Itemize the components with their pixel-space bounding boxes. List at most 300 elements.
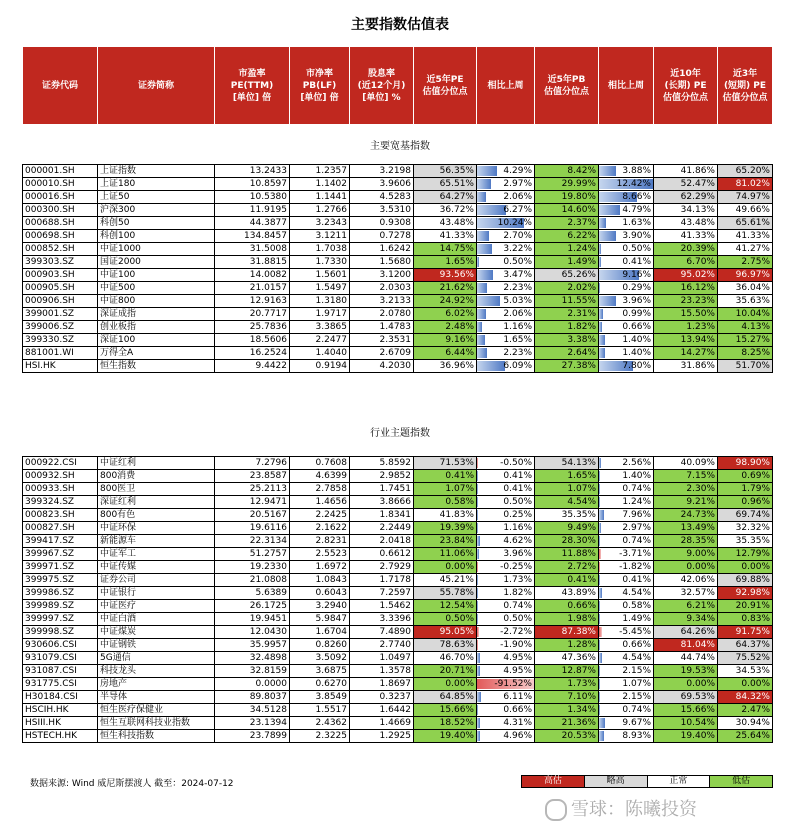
table-row bbox=[23, 587, 773, 600]
table-row bbox=[23, 334, 773, 347]
change-bar bbox=[599, 627, 602, 637]
dividend-cell: 7.2597 bbox=[350, 587, 414, 600]
pe-cell: 23.8587 bbox=[215, 470, 290, 483]
dividend-cell: 2.0303 bbox=[350, 282, 414, 295]
change-bar bbox=[477, 166, 497, 176]
pb5-change-cell bbox=[599, 282, 654, 295]
table-row bbox=[23, 282, 773, 295]
change-value: 0.74% bbox=[622, 484, 651, 494]
code-cell: 000823.SH bbox=[23, 509, 98, 522]
pe5-change-cell bbox=[477, 561, 535, 574]
change-value: 4.95% bbox=[503, 666, 532, 676]
pe5-pct-cell: 2.48% bbox=[414, 321, 477, 334]
name-cell: 800医卫 bbox=[98, 483, 215, 496]
change-value: 2.15% bbox=[622, 666, 651, 676]
pe5-change-cell bbox=[477, 587, 535, 600]
header-cell: 证券代码 bbox=[23, 47, 98, 125]
pe10-pct-cell: 15.66% bbox=[654, 704, 718, 717]
pe-cell: 10.5380 bbox=[215, 191, 290, 204]
pb5-pct-cell: 21.36% bbox=[535, 717, 599, 730]
change-bar bbox=[477, 523, 478, 533]
name-cell: 国证2000 bbox=[98, 256, 215, 269]
change-value: 6.11% bbox=[503, 692, 532, 702]
pb5-change-cell bbox=[599, 360, 654, 373]
change-bar bbox=[477, 179, 491, 189]
pe5-pct-cell: 0.00% bbox=[414, 561, 477, 574]
pb-cell: 2.2477 bbox=[290, 334, 350, 347]
table-row bbox=[23, 165, 773, 178]
pb5-pct-cell: 14.60% bbox=[535, 204, 599, 217]
pb5-pct-cell: 2.02% bbox=[535, 282, 599, 295]
pb5-change-cell bbox=[599, 347, 654, 360]
pb5-change-cell bbox=[599, 652, 654, 665]
pb5-change-cell bbox=[599, 470, 654, 483]
code-cell: 000016.SH bbox=[23, 191, 98, 204]
pe10-pct-cell: 44.74% bbox=[654, 652, 718, 665]
change-bar bbox=[477, 510, 478, 520]
name-cell: 上证50 bbox=[98, 191, 215, 204]
table-row bbox=[23, 548, 773, 561]
pe-cell: 31.5008 bbox=[215, 243, 290, 256]
pe-cell: 19.6116 bbox=[215, 522, 290, 535]
pe5-pct-cell: 55.78% bbox=[414, 587, 477, 600]
pb5-pct-cell: 29.99% bbox=[535, 178, 599, 191]
change-bar bbox=[477, 283, 487, 293]
change-value: 1.40% bbox=[622, 348, 651, 358]
dividend-cell: 2.7740 bbox=[350, 639, 414, 652]
change-value: 0.66% bbox=[622, 640, 651, 650]
pe10-pct-cell: 19.40% bbox=[654, 730, 718, 743]
change-value: 2.97% bbox=[622, 523, 651, 533]
change-bar bbox=[477, 244, 492, 254]
table-row bbox=[23, 561, 773, 574]
pb-cell: 1.9717 bbox=[290, 308, 350, 321]
table-row bbox=[23, 691, 773, 704]
dividend-cell: 3.2133 bbox=[350, 295, 414, 308]
code-cell: 881001.WI bbox=[23, 347, 98, 360]
change-bar bbox=[477, 205, 506, 215]
pb5-change-cell bbox=[599, 256, 654, 269]
pb5-pct-cell: 11.55% bbox=[535, 295, 599, 308]
pe3-pct-cell: 4.13% bbox=[718, 321, 773, 334]
change-bar bbox=[477, 309, 486, 319]
pb5-pct-cell: 8.42% bbox=[535, 165, 599, 178]
change-value: 9.67% bbox=[622, 718, 651, 728]
pb5-pct-cell: 43.89% bbox=[535, 587, 599, 600]
table-row bbox=[23, 483, 773, 496]
pb5-change-cell bbox=[599, 178, 654, 191]
pe10-pct-cell: 0.00% bbox=[654, 678, 718, 691]
pe3-pct-cell: 30.94% bbox=[718, 717, 773, 730]
pe-cell: 44.3877 bbox=[215, 217, 290, 230]
pb5-pct-cell: 54.13% bbox=[535, 457, 599, 470]
pe5-pct-cell: 24.92% bbox=[414, 295, 477, 308]
change-bar bbox=[599, 497, 600, 507]
pb5-pct-cell: 1.73% bbox=[535, 678, 599, 691]
pe-cell: 21.0808 bbox=[215, 574, 290, 587]
change-bar bbox=[477, 257, 479, 267]
pe-cell: 12.9163 bbox=[215, 295, 290, 308]
header-cell: 近10年 (长期) PE 估值分位点 bbox=[654, 47, 718, 125]
change-bar bbox=[477, 627, 479, 637]
dividend-cell: 3.9606 bbox=[350, 178, 414, 191]
pb-cell: 3.6875 bbox=[290, 665, 350, 678]
header-cell: 近5年PB 估值分位点 bbox=[535, 47, 599, 125]
dividend-cell: 1.6242 bbox=[350, 243, 414, 256]
pb-cell: 1.7330 bbox=[290, 256, 350, 269]
pb-cell: 0.8260 bbox=[290, 639, 350, 652]
pe5-change-cell bbox=[477, 191, 535, 204]
dividend-cell: 0.9308 bbox=[350, 217, 414, 230]
table-row bbox=[23, 600, 773, 613]
change-value: -1.90% bbox=[500, 640, 532, 650]
pe5-pct-cell: 93.56% bbox=[414, 269, 477, 282]
pb-cell: 1.2766 bbox=[290, 204, 350, 217]
name-cell: 中证500 bbox=[98, 282, 215, 295]
change-value: 0.99% bbox=[622, 309, 651, 319]
pb5-pct-cell: 35.35% bbox=[535, 509, 599, 522]
pe-cell: 89.8037 bbox=[215, 691, 290, 704]
pe10-pct-cell: 10.54% bbox=[654, 717, 718, 730]
pb-cell: 1.2357 bbox=[290, 165, 350, 178]
pb-cell: 2.2425 bbox=[290, 509, 350, 522]
dividend-cell: 1.7178 bbox=[350, 574, 414, 587]
name-cell: 房地产 bbox=[98, 678, 215, 691]
change-bar bbox=[477, 296, 500, 306]
pe5-pct-cell: 95.05% bbox=[414, 626, 477, 639]
pe10-pct-cell: 13.49% bbox=[654, 522, 718, 535]
pe3-pct-cell: 75.52% bbox=[718, 652, 773, 665]
legend-high: 高估 bbox=[522, 776, 585, 788]
pe-cell: 21.0157 bbox=[215, 282, 290, 295]
table-row bbox=[23, 496, 773, 509]
change-bar bbox=[477, 653, 480, 663]
change-value: 1.07% bbox=[622, 679, 651, 689]
pe10-pct-cell: 81.04% bbox=[654, 639, 718, 652]
code-cell: 000698.SH bbox=[23, 230, 98, 243]
change-value: -5.45% bbox=[619, 627, 651, 637]
pe5-change-cell bbox=[477, 535, 535, 548]
header-cell: 相比上周 bbox=[599, 47, 654, 125]
pb5-change-cell bbox=[599, 704, 654, 717]
name-cell: 中证传媒 bbox=[98, 561, 215, 574]
change-value: 3.96% bbox=[503, 549, 532, 559]
change-bar bbox=[599, 562, 600, 572]
pe10-pct-cell: 43.48% bbox=[654, 217, 718, 230]
pe5-change-cell bbox=[477, 600, 535, 613]
change-bar bbox=[599, 653, 602, 663]
code-cell: 000922.CSI bbox=[23, 457, 98, 470]
change-value: 1.40% bbox=[622, 335, 651, 345]
code-cell: 000906.SH bbox=[23, 295, 98, 308]
change-value: 2.97% bbox=[503, 179, 532, 189]
dividend-cell: 1.8697 bbox=[350, 678, 414, 691]
code-cell: 000933.SH bbox=[23, 483, 98, 496]
change-bar bbox=[599, 640, 600, 650]
pb5-pct-cell: 28.30% bbox=[535, 535, 599, 548]
pe5-pct-cell: 43.48% bbox=[414, 217, 477, 230]
pe10-pct-cell: 19.53% bbox=[654, 665, 718, 678]
name-cell: 中证800 bbox=[98, 295, 215, 308]
code-cell: HSTECH.HK bbox=[23, 730, 98, 743]
change-value: 2.70% bbox=[503, 231, 532, 241]
header-cell: 相比上周 bbox=[477, 47, 535, 125]
pe5-change-cell bbox=[477, 295, 535, 308]
code-cell: 399001.SZ bbox=[23, 308, 98, 321]
pe5-change-cell bbox=[477, 470, 535, 483]
change-bar bbox=[477, 731, 480, 741]
table-row bbox=[23, 347, 773, 360]
dividend-cell: 1.2925 bbox=[350, 730, 414, 743]
change-value: 0.66% bbox=[503, 705, 532, 715]
pe5-change-cell bbox=[477, 678, 535, 691]
pe5-pct-cell: 15.66% bbox=[414, 704, 477, 717]
pb-cell: 1.0843 bbox=[290, 574, 350, 587]
change-value: 6.09% bbox=[503, 361, 532, 371]
pe5-pct-cell: 19.39% bbox=[414, 522, 477, 535]
name-cell: 上证180 bbox=[98, 178, 215, 191]
pe5-change-cell bbox=[477, 548, 535, 561]
pe-cell: 13.2433 bbox=[215, 165, 290, 178]
change-value: 2.23% bbox=[503, 283, 532, 293]
change-value: 2.06% bbox=[503, 309, 532, 319]
pe10-pct-cell: 40.09% bbox=[654, 457, 718, 470]
change-value: 3.96% bbox=[622, 296, 651, 306]
pe3-pct-cell: 84.32% bbox=[718, 691, 773, 704]
name-cell: 恒生指数 bbox=[98, 360, 215, 373]
change-value: -0.50% bbox=[500, 458, 532, 468]
name-cell: 科创100 bbox=[98, 230, 215, 243]
table-row bbox=[23, 230, 773, 243]
pb-cell: 2.4362 bbox=[290, 717, 350, 730]
name-cell: 恒生互联网科技业指数 bbox=[98, 717, 215, 730]
change-bar bbox=[477, 692, 481, 702]
change-bar bbox=[599, 575, 600, 585]
pb5-change-cell bbox=[599, 308, 654, 321]
change-value: 1.63% bbox=[622, 218, 651, 228]
change-value: 4.31% bbox=[503, 718, 532, 728]
pe5-pct-cell: 1.65% bbox=[414, 256, 477, 269]
name-cell: 中证红利 bbox=[98, 457, 215, 470]
change-value: 1.73% bbox=[503, 575, 532, 585]
pe5-pct-cell: 6.44% bbox=[414, 347, 477, 360]
pb5-pct-cell: 27.38% bbox=[535, 360, 599, 373]
pe5-change-cell bbox=[477, 496, 535, 509]
pe5-pct-cell: 45.21% bbox=[414, 574, 477, 587]
pe3-pct-cell: 41.33% bbox=[718, 230, 773, 243]
name-cell: 上证指数 bbox=[98, 165, 215, 178]
pb-cell: 3.8549 bbox=[290, 691, 350, 704]
change-value: 9.16% bbox=[622, 270, 651, 280]
change-bar bbox=[477, 497, 478, 507]
change-bar bbox=[477, 601, 478, 611]
change-bar bbox=[477, 536, 480, 546]
change-value: 0.74% bbox=[622, 536, 651, 546]
pb5-pct-cell: 9.49% bbox=[535, 522, 599, 535]
table-row bbox=[23, 470, 773, 483]
pe10-pct-cell: 64.26% bbox=[654, 626, 718, 639]
pe5-change-cell bbox=[477, 613, 535, 626]
change-value: 12.42% bbox=[616, 179, 651, 189]
name-cell: 万得全A bbox=[98, 347, 215, 360]
valuation-legend bbox=[521, 775, 773, 788]
pe3-pct-cell: 2.75% bbox=[718, 256, 773, 269]
pe-cell: 34.5128 bbox=[215, 704, 290, 717]
dividend-cell: 1.3578 bbox=[350, 665, 414, 678]
pb5-pct-cell: 65.26% bbox=[535, 269, 599, 282]
pb5-pct-cell: 1.34% bbox=[535, 704, 599, 717]
code-cell: 930606.CSI bbox=[23, 639, 98, 652]
pe5-change-cell bbox=[477, 626, 535, 639]
dividend-cell: 3.2198 bbox=[350, 165, 414, 178]
change-bar bbox=[599, 484, 600, 494]
pe10-pct-cell: 14.27% bbox=[654, 347, 718, 360]
change-value: 4.95% bbox=[503, 653, 532, 663]
pb5-change-cell bbox=[599, 561, 654, 574]
pb-cell: 4.6399 bbox=[290, 470, 350, 483]
code-cell: 000010.SH bbox=[23, 178, 98, 191]
pe5-change-cell bbox=[477, 457, 535, 470]
pe-cell: 25.2113 bbox=[215, 483, 290, 496]
change-value: 0.50% bbox=[503, 257, 532, 267]
change-value: 0.41% bbox=[503, 471, 532, 481]
name-cell: 中证煤炭 bbox=[98, 626, 215, 639]
pe3-pct-cell: 20.91% bbox=[718, 600, 773, 613]
code-cell: 000932.SH bbox=[23, 470, 98, 483]
pe-cell: 23.7899 bbox=[215, 730, 290, 743]
pe5-pct-cell: 41.33% bbox=[414, 230, 477, 243]
pe5-change-cell bbox=[477, 665, 535, 678]
pb-cell: 2.3225 bbox=[290, 730, 350, 743]
pb5-change-cell bbox=[599, 217, 654, 230]
pe3-pct-cell: 0.69% bbox=[718, 470, 773, 483]
dividend-cell: 5.8592 bbox=[350, 457, 414, 470]
pe5-pct-cell: 36.96% bbox=[414, 360, 477, 373]
pe5-pct-cell: 46.70% bbox=[414, 652, 477, 665]
pe5-change-cell bbox=[477, 217, 535, 230]
table-row bbox=[23, 626, 773, 639]
pb5-pct-cell: 2.37% bbox=[535, 217, 599, 230]
pe-cell: 35.9957 bbox=[215, 639, 290, 652]
pb-cell: 2.5523 bbox=[290, 548, 350, 561]
change-bar bbox=[477, 614, 478, 624]
pe5-pct-cell: 65.51% bbox=[414, 178, 477, 191]
change-bar bbox=[477, 348, 487, 358]
change-value: 2.56% bbox=[622, 458, 651, 468]
change-bar bbox=[599, 705, 600, 715]
change-value: 0.50% bbox=[503, 497, 532, 507]
pe10-pct-cell: 41.33% bbox=[654, 230, 718, 243]
change-value: 0.74% bbox=[622, 705, 651, 715]
change-bar bbox=[599, 296, 616, 306]
code-cell: 399967.SZ bbox=[23, 548, 98, 561]
dividend-cell: 3.5310 bbox=[350, 204, 414, 217]
name-cell: 800消费 bbox=[98, 470, 215, 483]
pe10-pct-cell: 7.15% bbox=[654, 470, 718, 483]
table-row bbox=[23, 256, 773, 269]
pe10-pct-cell: 20.39% bbox=[654, 243, 718, 256]
name-cell: 科技龙头 bbox=[98, 665, 215, 678]
pe10-pct-cell: 0.00% bbox=[654, 561, 718, 574]
dividend-cell: 0.3237 bbox=[350, 691, 414, 704]
pe3-pct-cell: 64.37% bbox=[718, 639, 773, 652]
pe3-pct-cell: 41.27% bbox=[718, 243, 773, 256]
code-cell: 399303.SZ bbox=[23, 256, 98, 269]
change-bar bbox=[477, 458, 478, 468]
pb5-change-cell bbox=[599, 334, 654, 347]
dividend-cell: 3.8666 bbox=[350, 496, 414, 509]
code-cell: 000903.SH bbox=[23, 269, 98, 282]
pe5-pct-cell: 71.53% bbox=[414, 457, 477, 470]
header-cell: 证券简称 bbox=[98, 47, 215, 125]
change-value: 7.96% bbox=[622, 510, 651, 520]
pb-cell: 1.1402 bbox=[290, 178, 350, 191]
pb5-change-cell bbox=[599, 587, 654, 600]
name-cell: 中证军工 bbox=[98, 548, 215, 561]
change-value: 1.82% bbox=[503, 588, 532, 598]
change-value: 1.16% bbox=[503, 322, 532, 332]
change-bar bbox=[599, 692, 600, 702]
change-value: 10.24% bbox=[497, 218, 532, 228]
change-bar bbox=[599, 205, 620, 215]
pb5-change-cell bbox=[599, 717, 654, 730]
change-bar bbox=[599, 510, 604, 520]
change-value: -1.82% bbox=[619, 562, 651, 572]
pb5-change-cell bbox=[599, 457, 654, 470]
change-bar bbox=[477, 335, 485, 345]
dividend-cell: 1.5462 bbox=[350, 600, 414, 613]
pe5-pct-cell: 23.84% bbox=[414, 535, 477, 548]
pe10-pct-cell: 23.23% bbox=[654, 295, 718, 308]
pe-cell: 23.1394 bbox=[215, 717, 290, 730]
pe-cell: 20.7717 bbox=[215, 308, 290, 321]
change-value: 1.24% bbox=[622, 497, 651, 507]
code-cell: 399997.SZ bbox=[23, 613, 98, 626]
dividend-cell: 1.6442 bbox=[350, 704, 414, 717]
change-value: 0.50% bbox=[622, 244, 651, 254]
change-value: -2.72% bbox=[500, 627, 532, 637]
pb-cell: 0.9194 bbox=[290, 360, 350, 373]
pb5-pct-cell: 11.88% bbox=[535, 548, 599, 561]
name-cell: 中证环保 bbox=[98, 522, 215, 535]
dividend-cell: 3.1200 bbox=[350, 269, 414, 282]
change-bar bbox=[477, 361, 505, 371]
name-cell: 半导体 bbox=[98, 691, 215, 704]
code-cell: 931079.CSI bbox=[23, 652, 98, 665]
name-cell: 中证白酒 bbox=[98, 613, 215, 626]
change-value: 1.49% bbox=[622, 614, 651, 624]
pe10-pct-cell: 34.13% bbox=[654, 204, 718, 217]
pe3-pct-cell: 69.88% bbox=[718, 574, 773, 587]
change-bar bbox=[599, 679, 600, 689]
pe3-pct-cell: 92.98% bbox=[718, 587, 773, 600]
dividend-cell: 1.7451 bbox=[350, 483, 414, 496]
code-cell: 000852.SH bbox=[23, 243, 98, 256]
pe3-pct-cell: 49.66% bbox=[718, 204, 773, 217]
table-row bbox=[23, 457, 773, 470]
pe5-pct-cell: 36.72% bbox=[414, 204, 477, 217]
pe10-pct-cell: 69.53% bbox=[654, 691, 718, 704]
pb5-pct-cell: 20.53% bbox=[535, 730, 599, 743]
name-cell: 创业板指 bbox=[98, 321, 215, 334]
pe10-pct-cell: 1.23% bbox=[654, 321, 718, 334]
dividend-cell: 1.5680 bbox=[350, 256, 414, 269]
change-value: 2.06% bbox=[503, 192, 532, 202]
pb5-change-cell bbox=[599, 535, 654, 548]
pe5-change-cell bbox=[477, 308, 535, 321]
pb5-pct-cell: 1.49% bbox=[535, 256, 599, 269]
change-bar bbox=[477, 322, 482, 332]
